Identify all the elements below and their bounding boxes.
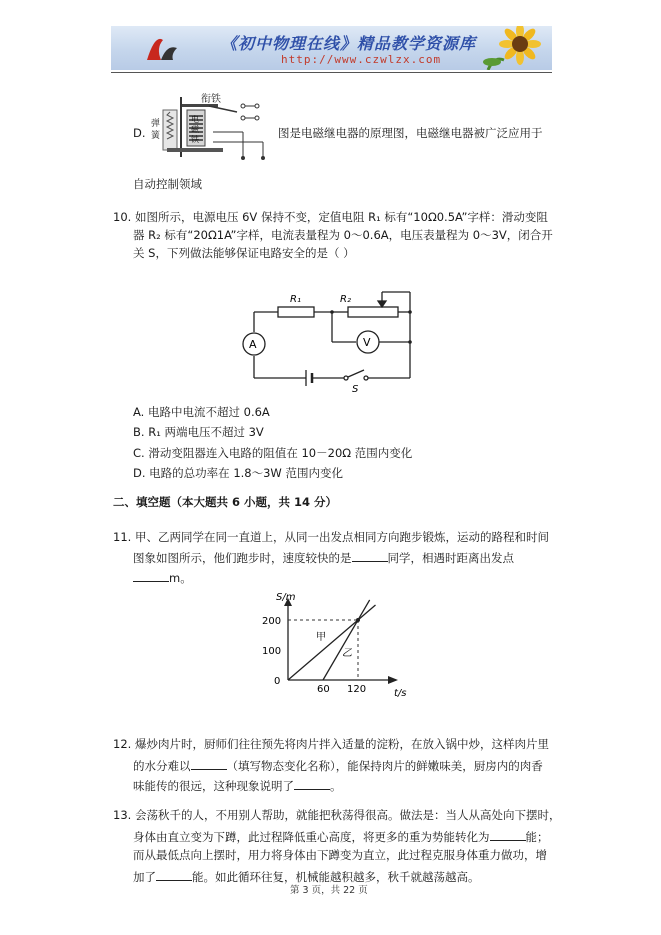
q12-line2 xyxy=(133,757,543,773)
q11-line1: 11. 甲、乙两同学在同一直道上，从同一出发点相同方向跑步锻炼，运动的路程和时间 xyxy=(113,530,549,544)
circuit-r1-label: R₁ xyxy=(290,294,301,305)
circuit-ammeter-label: A xyxy=(249,338,257,351)
q9-option-d-label: D. xyxy=(133,126,146,140)
chart-ytick-100: 100 xyxy=(262,646,282,657)
chart-meeting-point xyxy=(356,618,360,622)
series-yi-label: 乙 xyxy=(342,648,352,659)
relay-spring-char-1: 弹 xyxy=(151,119,161,129)
sunflower-icon xyxy=(478,26,548,70)
q11-unit: m。 xyxy=(169,571,192,585)
chart-xtick-60: 60 xyxy=(317,684,330,695)
q12-blank-1[interactable] xyxy=(191,757,227,770)
q12-line2a: 的水分难以 xyxy=(133,759,191,773)
circuit-voltmeter-label: V xyxy=(363,336,371,349)
q13-line2 xyxy=(133,828,549,844)
section2-title: 二、填空题（本大题共 6 小题，共 14 分） xyxy=(113,495,338,509)
page-number: 第 3 页，共 22 页 xyxy=(290,885,368,896)
circuit-r2-label: R₂ xyxy=(340,294,351,305)
chart-ytick-200: 200 xyxy=(262,616,282,627)
series-yi-line xyxy=(323,600,370,680)
q10-option-d: D. 电路的总功率在 1.8～3W 范围内变化 xyxy=(133,466,343,480)
q10-option-c: C. 滑动变阻器连入电路的阻值在 10－20Ω 范围内变化 xyxy=(133,446,413,460)
q10-line2: 器 R₂ 标有“20Ω1A”字样，电流表量程为 0～0.6A，电压表量程为 0～3V，闭合开 xyxy=(133,228,553,242)
distance-time-chart xyxy=(258,592,408,704)
q13-line4a: 加了 xyxy=(133,870,156,884)
circuit-diagram xyxy=(232,282,422,394)
header-title: 《初中物理在线》精品教学资源库 xyxy=(221,34,477,53)
q12-line3b: 。 xyxy=(330,779,342,793)
q13-line1: 13. 会荡秋千的人，不用别人帮助，就能把秋荡得很高。做法是：当人从高处向下摆时， xyxy=(113,808,561,822)
q12-line2b: （填写物态变化名称），能保持肉片的鲜嫩味美，厨房内的肉香 xyxy=(226,759,543,773)
chart-x-arrow xyxy=(388,676,398,684)
logo-icon xyxy=(141,30,181,66)
chart-x-label: t/s xyxy=(394,688,407,699)
q10-line3: 关 S，下列做法能够保证电路安全的是（ ） xyxy=(133,246,355,260)
relay-figure xyxy=(147,92,273,162)
q13-line4 xyxy=(133,868,480,884)
q12-blank-2[interactable] xyxy=(294,777,330,790)
chart-y-label: S/m xyxy=(276,592,296,603)
circuit-switch-label: S xyxy=(352,384,359,394)
q13-line4b: 能。如此循环往复，机械能越积越多，秋千就越荡越高。 xyxy=(192,870,480,884)
q9-option-d-text: 图是电磁继电器的原理图，电磁继电器被广泛应用于 xyxy=(278,126,543,140)
q13-blank-2[interactable] xyxy=(156,868,192,881)
relay-spring-char-2: 簧 xyxy=(151,131,161,141)
q10-option-b: B. R₁ 两端电压不超过 3V xyxy=(133,425,264,439)
relay-magnet-label: 电磁铁 xyxy=(191,115,199,144)
q10-option-a: A. 电路中电流不超过 0.6A xyxy=(133,405,270,419)
q13-blank-1[interactable] xyxy=(490,828,526,841)
q10-line1: 10. 如图所示，电源电压 6V 保持不变，定值电阻 R₁ 标有“10Ω0.5A”字样：滑动变阻 xyxy=(113,210,548,224)
q11-line3 xyxy=(133,569,192,585)
relay-armature-label: 衔铁 xyxy=(201,94,221,105)
q13-line3: 而从最低点向上摆时，用力将身体由下蹲变为直立，此过程克服身体重力做功，增 xyxy=(133,848,547,862)
q11-line2b: 同学，相遇时距离出发点 xyxy=(387,551,514,565)
chart-ytick-0: 0 xyxy=(274,676,281,687)
q13-line2-text: 身体由直立变为下蹲，此过程降低重心高度，将更多的重为势能转化为 xyxy=(133,830,490,844)
series-jia-label: 甲 xyxy=(316,632,326,643)
header-url[interactable]: http://www.czwlzx.com xyxy=(281,53,442,66)
q11-blank-2[interactable] xyxy=(133,569,169,582)
q9-option-d-cont: 自动控制领域 xyxy=(133,177,202,191)
q12-line1: 12. 爆炒肉片时，厨师们往往预先将肉片拌入适量的淀粉，在放入锅中炒，这样肉片里 xyxy=(113,737,549,751)
q13-line2b: 能； xyxy=(525,830,549,844)
relay-spring-label xyxy=(151,117,163,141)
q11-blank-1[interactable] xyxy=(352,549,388,562)
q12-line3a: 味能传的很远，这种现象说明了 xyxy=(133,779,294,793)
series-jia-line xyxy=(288,605,376,680)
header-banner xyxy=(111,26,552,70)
chart-xtick-120: 120 xyxy=(347,684,367,695)
q12-line3 xyxy=(133,777,342,793)
header-rule xyxy=(111,72,552,73)
q11-line2a: 图象如图所示，他们跑步时，速度较快的是 xyxy=(133,551,352,565)
q11-line2 xyxy=(133,549,514,565)
